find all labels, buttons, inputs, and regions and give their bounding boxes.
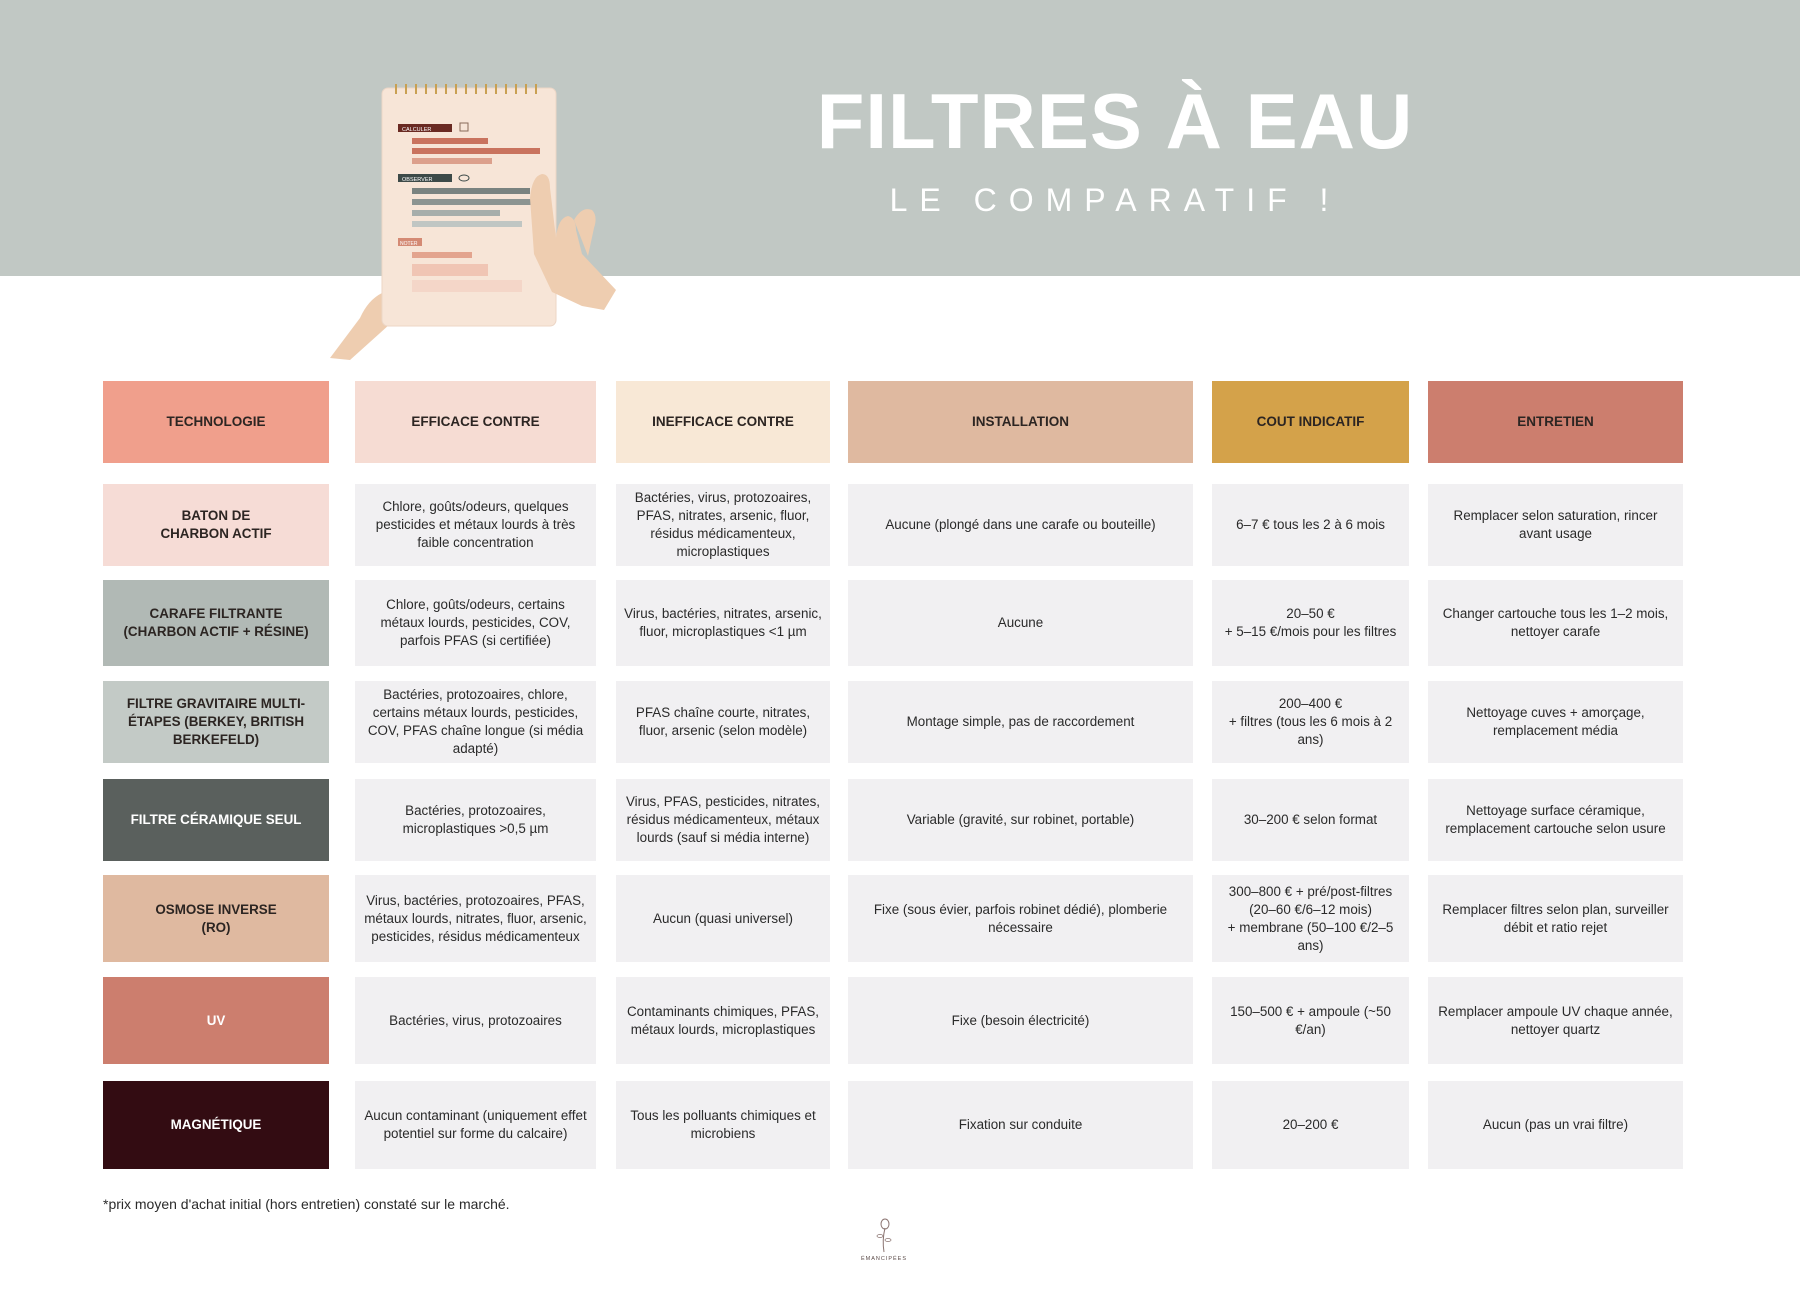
table-cell-inefficace: Aucun (quasi universel) <box>616 875 830 962</box>
table-cell-entretien: Nettoyage surface céramique, remplacement cartouche selon usure <box>1428 779 1683 861</box>
table-cell-inefficace: Bactéries, virus, protozoaires, PFAS, nitrates, arsenic, fluor, résidus médicamenteux, microplastiques <box>616 484 830 566</box>
table-cell-cout: 150–500 € + ampoule (~50 €/an) <box>1212 977 1409 1064</box>
table-cell-installation: Fixe (besoin électricité) <box>848 977 1193 1064</box>
table-cell-efficace: Bactéries, protozoaires, chlore, certains métaux lourds, pesticides, COV, PFAS chaîne longue (si média adapté) <box>355 681 596 763</box>
page-subtitle: LE COMPARATIF ! <box>889 182 1341 218</box>
table-cell-cout: 200–400 € + filtres (tous les 6 mois à 2 ans) <box>1212 681 1409 763</box>
table-cell-efficace: Chlore, goûts/odeurs, certains métaux lourds, pesticides, COV, parfois PFAS (si certifiée) <box>355 580 596 666</box>
table-cell-inefficace: Tous les polluants chimiques et microbiens <box>616 1081 830 1169</box>
header-entretien: ENTRETIEN <box>1428 381 1683 463</box>
table-cell-entretien: Remplacer filtres selon plan, surveiller débit et ratio rejet <box>1428 875 1683 962</box>
table-cell-efficace: Aucun contaminant (uniquement effet potentiel sur forme du calcaire) <box>355 1081 596 1169</box>
table-cell-cout: 20–200 € <box>1212 1081 1409 1169</box>
table-cell-installation: Fixe (sous évier, parfois robinet dédié), plomberie nécessaire <box>848 875 1193 962</box>
table-cell-installation: Fixation sur conduite <box>848 1081 1193 1169</box>
page-title: FILTRES À EAU <box>816 77 1414 165</box>
row-technology: OSMOSE INVERSE (RO) <box>103 875 329 962</box>
table-cell-inefficace: PFAS chaîne courte, nitrates, fluor, arsenic (selon modèle) <box>616 681 830 763</box>
row-technology: CARAFE FILTRANTE (CHARBON ACTIF + RÉSINE) <box>103 580 329 666</box>
header-efficace-contre: EFFICACE CONTRE <box>355 381 596 463</box>
table-cell-entretien: Nettoyage cuves + amorçage, remplacement média <box>1428 681 1683 763</box>
table-cell-installation: Aucune (plongé dans une carafe ou bouteille) <box>848 484 1193 566</box>
row-technology: BATON DE CHARBON ACTIF <box>103 484 329 566</box>
table-cell-installation: Variable (gravité, sur robinet, portable) <box>848 779 1193 861</box>
table-cell-efficace: Chlore, goûts/odeurs, quelques pesticides et métaux lourds à très faible concentration <box>355 484 596 566</box>
row-technology: MAGNÉTIQUE <box>103 1081 329 1169</box>
row-technology: FILTRE CÉRAMIQUE SEUL <box>103 779 329 861</box>
illus-label-calculer: CALCULER <box>402 127 432 133</box>
notepad-illustration <box>320 78 640 360</box>
header-inefficace-contre: INEFFICACE CONTRE <box>616 381 830 463</box>
flower-icon <box>852 1212 916 1256</box>
table-cell-entretien: Remplacer ampoule UV chaque année, nettoyer quartz <box>1428 977 1683 1064</box>
table-cell-installation: Montage simple, pas de raccordement <box>848 681 1193 763</box>
row-technology: FILTRE GRAVITAIRE MULTI-ÉTAPES (BERKEY, BRITISH BERKEFELD) <box>103 681 329 763</box>
table-cell-cout: 6–7 € tous les 2 à 6 mois <box>1212 484 1409 566</box>
table-cell-inefficace: Virus, bactéries, nitrates, arsenic, fluor, microplastiques <1 µm <box>616 580 830 666</box>
table-cell-entretien: Remplacer selon saturation, rincer avant usage <box>1428 484 1683 566</box>
table-cell-entretien: Changer cartouche tous les 1–2 mois, nettoyer carafe <box>1428 580 1683 666</box>
table-cell-efficace: Bactéries, virus, protozoaires <box>355 977 596 1064</box>
row-technology: UV <box>103 977 329 1064</box>
table-cell-entretien: Aucun (pas un vrai filtre) <box>1428 1081 1683 1169</box>
table-cell-efficace: Virus, bactéries, protozoaires, PFAS, métaux lourds, nitrates, fluor, arsenic, pesticides, résidus médicamenteux <box>355 875 596 962</box>
brand-logo-text: ÉMANCIPÉES <box>860 1256 908 1262</box>
brand-logo <box>852 1212 916 1262</box>
table-cell-cout: 30–200 € selon format <box>1212 779 1409 861</box>
header-installation: INSTALLATION <box>848 381 1193 463</box>
table-cell-installation: Aucune <box>848 580 1193 666</box>
footnote: *prix moyen d'achat initial (hors entretien) constaté sur le marché. <box>103 1196 510 1212</box>
table-cell-cout: 300–800 € + pré/post-filtres (20–60 €/6–12 mois) + membrane (50–100 €/2–5 ans) <box>1212 875 1409 962</box>
table-cell-efficace: Bactéries, protozoaires, microplastiques >0,5 µm <box>355 779 596 861</box>
header-technologie: TECHNOLOGIE <box>103 381 329 463</box>
table-cell-inefficace: Contaminants chimiques, PFAS, métaux lourds, microplastiques <box>616 977 830 1064</box>
illus-label-observer: OBSERVER <box>402 177 433 183</box>
table-cell-inefficace: Virus, PFAS, pesticides, nitrates, résidus médicamenteux, métaux lourds (sauf si média interne) <box>616 779 830 861</box>
header-cout-indicatif: COUT INDICATIF <box>1212 381 1409 463</box>
illus-label-noter: NOTER <box>400 241 418 247</box>
table-cell-cout: 20–50 € + 5–15 €/mois pour les filtres <box>1212 580 1409 666</box>
